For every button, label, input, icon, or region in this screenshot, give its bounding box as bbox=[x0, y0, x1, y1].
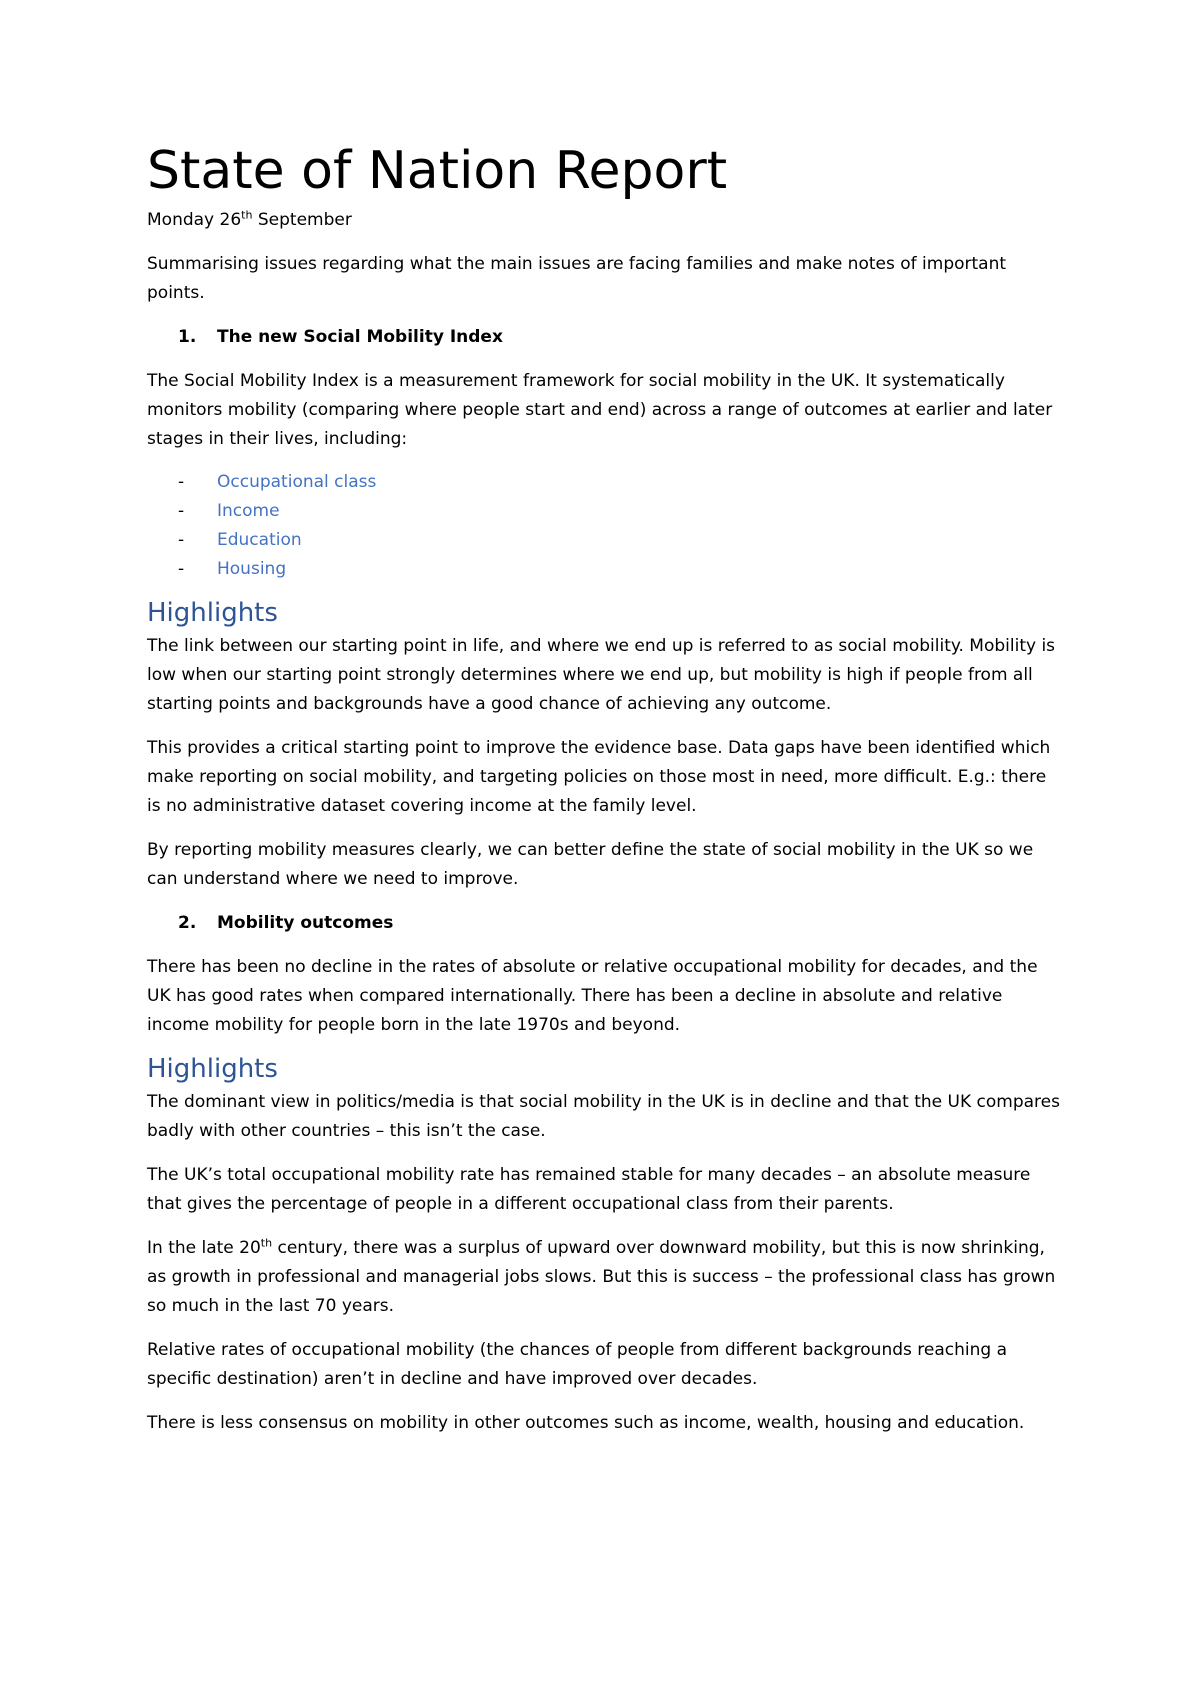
list-item-label: Income bbox=[217, 501, 280, 521]
highlight-paragraph: By reporting mobility measures clearly, we can better define the state of social mobility in the UK so we can understand where we need to improve. bbox=[147, 840, 1034, 889]
highlight-paragraph: This provides a critical starting point to improve the evidence base. Data gaps have been identified which make reporting on social mobility, and targeting policies on those most in need, more difficult. E.g.: there is no administrative dataset covering income at the family level. bbox=[147, 738, 1051, 816]
list-item-label: Housing bbox=[217, 559, 287, 579]
list-item[interactable] bbox=[147, 497, 1062, 526]
dash-bullet: - bbox=[178, 472, 185, 492]
outcomes-list bbox=[147, 468, 1062, 584]
section-1-body: The Social Mobility Index is a measurement framework for social mobility in the UK. It systematically monitors mobility (comparing where people start and end) across a range of outcomes at earlier and later stages in their lives, including: bbox=[147, 371, 1053, 449]
date-superscript: th bbox=[241, 208, 253, 222]
date-month: September bbox=[252, 210, 352, 230]
highlights-heading: Highlights bbox=[147, 598, 278, 628]
list-item[interactable] bbox=[147, 555, 1062, 584]
dash-bullet: - bbox=[178, 530, 185, 550]
paragraph-text: century, there was a surplus of upward over downward mobility, but this is now shrinking, as growth in professional and managerial jobs slows. But this is success – the professional class has grown so much in the last 70 years. bbox=[147, 1238, 1056, 1316]
section-number: 2. bbox=[178, 913, 197, 933]
highlights-heading: Highlights bbox=[147, 1054, 278, 1084]
dash-bullet: - bbox=[178, 559, 185, 579]
section-number: 1. bbox=[178, 327, 197, 347]
highlight-paragraph: The UK’s total occupational mobility rate has remained stable for many decades – an absolute measure that gives the percentage of people in a different occupational class from their parents. bbox=[147, 1165, 1031, 1214]
section-2-body: There has been no decline in the rates of absolute or relative occupational mobility for decades, and the UK has good rates when compared internationally. There has been a decline in absolute and relative income mobility for people born in the late 1970s and beyond. bbox=[147, 957, 1038, 1035]
highlight-paragraph: The link between our starting point in life, and where we end up is referred to as social mobility. Mobility is low when our starting point strongly determines where we end up, but mobility is high if people from all starting points and backgrounds have a good chance of achieving any outcome. bbox=[147, 636, 1056, 714]
paragraph-text: In the late 20 bbox=[147, 1238, 261, 1258]
intro-paragraph: Summarising issues regarding what the main issues are facing families and make notes of important points. bbox=[147, 254, 1007, 303]
document-title: State of Nation Report bbox=[147, 141, 728, 201]
section-title: Mobility outcomes bbox=[217, 913, 394, 933]
highlight-paragraph: There is less consensus on mobility in other outcomes such as income, wealth, housing and education. bbox=[147, 1413, 1025, 1433]
list-item[interactable] bbox=[147, 526, 1062, 555]
document-page bbox=[147, 140, 1062, 1438]
date-text: Monday 26 bbox=[147, 210, 242, 230]
section-2-heading bbox=[147, 909, 1062, 938]
highlight-paragraph: Relative rates of occupational mobility (the chances of people from different backgrounds reaching a specific destination) aren’t in decline and have improved over decades. bbox=[147, 1340, 1008, 1389]
highlight-paragraph: The dominant view in politics/media is that social mobility in the UK is in decline and that the UK compares badly with other countries – this isn’t the case. bbox=[147, 1092, 1060, 1141]
highlight-paragraph bbox=[147, 1234, 1062, 1321]
section-1-heading bbox=[147, 323, 1062, 352]
dash-bullet: - bbox=[178, 501, 185, 521]
list-item-label: Occupational class bbox=[217, 472, 377, 492]
list-item-label: Education bbox=[217, 530, 302, 550]
superscript: th bbox=[260, 1236, 273, 1250]
document-date bbox=[147, 208, 1062, 232]
section-title: The new Social Mobility Index bbox=[217, 327, 503, 347]
list-item[interactable] bbox=[147, 468, 1062, 497]
